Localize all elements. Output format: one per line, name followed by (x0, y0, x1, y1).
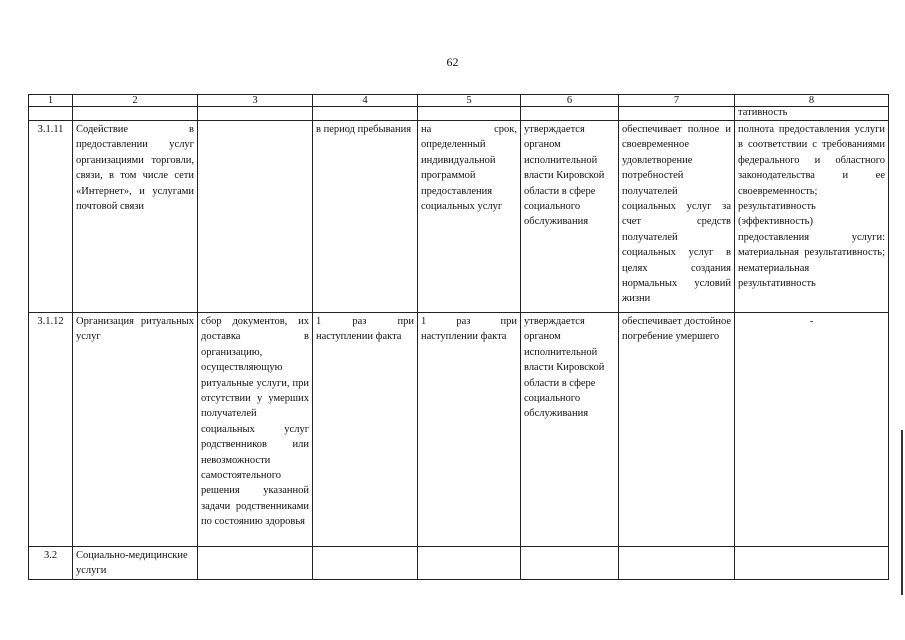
table-row (29, 121, 889, 313)
continuation-row (29, 107, 889, 121)
service-tariff: утверждается органом исполнительной власти Кировской области в сфере социального обслуживания (521, 313, 619, 547)
service-term: на срок, определенный индивидуальной программой предоставления социальных услуг (418, 121, 521, 313)
row-number: 3.2 (29, 547, 73, 580)
table-cell (418, 107, 521, 121)
service-indicators (619, 547, 735, 580)
table-cell (521, 107, 619, 121)
services-table (28, 94, 889, 580)
service-periodicity (313, 547, 418, 580)
header-cell: 6 (521, 95, 619, 107)
service-name: Организация ритуальных услуг (73, 313, 198, 547)
service-term: 1 раз при наступлении факта (418, 313, 521, 547)
service-term (418, 547, 521, 580)
service-indicators: обеспечивает полное и своевременное удовлетворение потребностей получателей социальных услуг за счет средств получателей социальных услуг в целях создания нормальных условий жизни (619, 121, 735, 313)
service-name: Содействие в предоставлении услуг организациями торговли, связи, в том числе сети «Интернет», и услугами почтовой связи (73, 121, 198, 313)
header-cell: 1 (29, 95, 73, 107)
service-periodicity: 1 раз при наступлении факта (313, 313, 418, 547)
table-row (29, 547, 889, 580)
continuation-text: тативность (735, 107, 889, 121)
service-tariff: утверждается органом исполнительной власти Кировской области в сфере социального обслуживания (521, 121, 619, 313)
header-cell: 3 (198, 95, 313, 107)
header-cell: 5 (418, 95, 521, 107)
service-tariff (521, 547, 619, 580)
table-cell (313, 107, 418, 121)
service-description (198, 547, 313, 580)
page-number: 62 (446, 55, 459, 69)
table-cell (619, 107, 735, 121)
service-evaluation (735, 547, 889, 580)
header-cell: 2 (73, 95, 198, 107)
service-evaluation: полнота предоставления услуги в соответствии с требованиями федерального и областного законодательства и ее своевременность; результативность (эффективность) предоставления услуги: материальная результативность; нематериальная результативность (735, 121, 889, 313)
header-cell: 7 (619, 95, 735, 107)
service-periodicity: в период пребывания (313, 121, 418, 313)
row-number: 3.1.12 (29, 313, 73, 547)
table-cell (29, 107, 73, 121)
table-cell (198, 107, 313, 121)
service-description: сбор документов, их доставка в организацию, осуществляющую ритуальные услуги, при отсутствии у умерших получателей социальных услуг родственников или невозможности самостоятельного решения указанной задачи родственниками по состоянию здоровья (198, 313, 313, 547)
table-header-row (29, 95, 889, 107)
scan-edge-line (901, 430, 903, 595)
table-row (29, 313, 889, 547)
table-cell (73, 107, 198, 121)
service-evaluation: - (735, 313, 889, 547)
header-cell: 4 (313, 95, 418, 107)
row-number: 3.1.11 (29, 121, 73, 313)
service-indicators: обеспечивает достойное погребение умершего (619, 313, 735, 547)
service-description (198, 121, 313, 313)
header-cell: 8 (735, 95, 889, 107)
service-name: Социально-медицинские услуги (73, 547, 198, 580)
